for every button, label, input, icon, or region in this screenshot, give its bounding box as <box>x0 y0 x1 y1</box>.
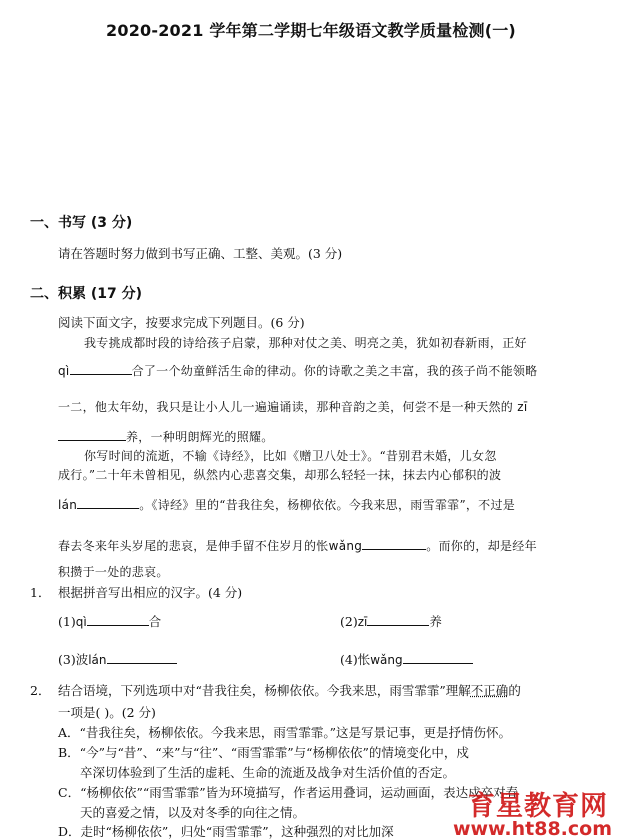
pinyin-lan: lán <box>88 653 107 667</box>
item-suffix: 养 <box>429 614 442 629</box>
pinyin-qi: qì <box>75 615 87 629</box>
passage-line-4 <box>58 428 274 445</box>
section-heading-accumulation: 二、积累 (17 分) <box>30 286 143 302</box>
passage-text: 合了一个幼童鲜活生命的律动。你的诗歌之美之丰富，我的孩子尚不能领略 <box>131 364 538 378</box>
passage-text: 一二，他太年幼，我只是让小人儿一遍遍诵读，那种音韵之美，何尝不是一种天然的 <box>58 400 514 414</box>
question-1-number: 1． <box>30 585 51 600</box>
item-suffix: 合 <box>148 614 162 629</box>
question-1-item-1 <box>58 612 161 630</box>
question-1-item-4 <box>340 650 473 668</box>
pinyin-wang: wǎng <box>328 539 363 553</box>
question-1-item-2 <box>340 612 442 630</box>
answer-blank <box>87 613 149 626</box>
answer-blank <box>107 651 177 664</box>
option-c: C．“杨柳依依”“雨雪霏霏”皆为环境描写，作者运用叠词，运动画面，表达戍卒对春 <box>58 785 519 800</box>
passage-text: 。而你的，却是经年 <box>426 539 537 553</box>
answer-blank <box>403 651 473 664</box>
question-2-stem-line-2: 一项是( )。(2 分) <box>58 705 156 720</box>
passage-line-7 <box>58 496 515 513</box>
passage-line-5: 你写时间的流逝，不输《诗经》，比如《赠卫八处士》。“昔别君未婚，儿女忽 <box>84 449 497 463</box>
passage-line-3 <box>58 398 527 415</box>
section-heading-writing: 一、书写 (3 分) <box>30 215 133 231</box>
pinyin-zi: zī <box>517 400 528 414</box>
option-a: A．“昔我往矣，杨柳依依。今我来思，雨雪霏霏。”这是写景记事，更是抒情伤怀。 <box>58 725 512 740</box>
answer-blank <box>362 537 426 550</box>
watermark-brand: 育星教育网 <box>468 791 608 822</box>
passage-line-9: 积攒于一处的悲哀。 <box>58 565 169 579</box>
watermark-url: www.ht88.com <box>452 818 612 840</box>
reading-intro: 阅读下面文字，按要求完成下列题目。(6 分) <box>58 315 305 330</box>
item-label: (4)怅 <box>340 652 371 667</box>
pinyin-qi: qì <box>58 364 70 378</box>
item-label: (3)波 <box>58 652 89 667</box>
answer-blank <box>77 496 139 509</box>
question-2-stem <box>58 681 521 699</box>
passage-text: 。《诗经》里的“昔我往矣，杨柳依依。今我来思，雨雪霏霏”，不过是 <box>139 498 516 512</box>
question-1-item-3 <box>58 650 177 668</box>
answer-blank <box>367 613 429 626</box>
emphasis-text: 不正确 <box>470 683 509 698</box>
option-b: B．“今”与“昔”、“来”与“往”、“雨雪霏霏”与“杨柳依依”的情境变化中，戍 <box>58 745 469 760</box>
question-2-number: 2． <box>30 683 51 698</box>
answer-blank <box>58 428 126 441</box>
passage-line-8 <box>58 537 537 554</box>
question-1-stem: 根据拼音写出相应的汉字。(4 分) <box>58 585 243 600</box>
section-writing-text: 请在答题时努力做到书写正确、工整、美观。(3 分) <box>58 246 343 261</box>
passage-line-6: 成行。”二十年未曾相见，纵然内心悲喜交集，却那么轻轻一抹，抹去内心郁积的波 <box>58 468 502 482</box>
passage-text: 养，一种明朗辉光的照耀。 <box>126 430 274 444</box>
pinyin-zi: zī <box>357 615 368 629</box>
option-d: D．走时“杨柳依依”，归处“雨雪霏霏”，这种强烈的对比加深 <box>58 824 394 839</box>
answer-blank <box>70 362 132 375</box>
item-label: (1) <box>58 614 76 629</box>
option-c-cont: 天的喜爱之情，以及对冬季的向往之情。 <box>80 805 306 820</box>
passage-line-1: 我专挑成都时段的诗给孩子启蒙，那种对仗之美、明亮之美，犹如初春新雨，正好 <box>84 336 527 350</box>
stem-text: 结合语境，下列选项中对“昔我往矣，杨柳依依。今我来思，雨雪霏霏”理解 <box>58 683 471 698</box>
passage-line-2 <box>58 362 537 379</box>
item-label: (2) <box>340 614 358 629</box>
document-title: 2020-2021 学年第二学期七年级语文教学质量检测(一) <box>106 21 516 40</box>
passage-text: 春去冬来年头岁尾的悲哀，是伸手留不住岁月的怅 <box>58 539 329 553</box>
pinyin-wang: wǎng <box>370 653 403 667</box>
pinyin-lan: lán <box>58 498 78 512</box>
stem-text: 的 <box>508 683 521 698</box>
option-b-cont: 卒深切体验到了生活的虚耗、生命的流逝及战争对生活价值的否定。 <box>80 765 456 780</box>
